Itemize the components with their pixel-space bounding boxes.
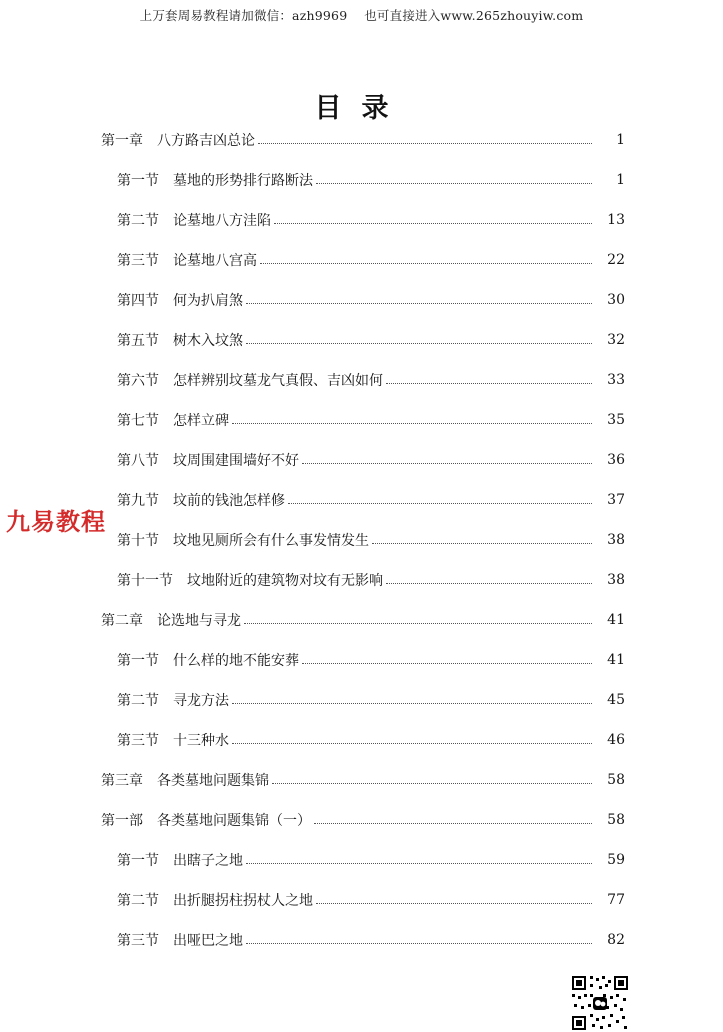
toc-page-number: 33 [607, 372, 625, 388]
toc-entry-label: 第二节 出折腿拐柱拐杖人之地 [117, 893, 313, 909]
toc-page-number: 77 [607, 892, 625, 908]
toc-page-number: 38 [607, 532, 625, 548]
toc-chapter-entry [0, 800, 723, 840]
toc-entry-label: 第六节 怎样辨别坟墓龙气真假、吉凶如何 [117, 373, 383, 389]
dot-leader [246, 943, 592, 944]
dot-leader [372, 543, 592, 544]
toc-section-entry [0, 400, 723, 440]
dot-leader [232, 743, 592, 744]
toc-section-entry [0, 840, 723, 880]
toc-page-number: 13 [607, 212, 625, 228]
toc-section-entry [0, 880, 723, 920]
dot-leader [316, 183, 592, 184]
toc-entry-label: 第八节 坟周围建围墙好不好 [117, 453, 299, 469]
dot-leader [386, 383, 592, 384]
table-of-contents [0, 120, 723, 960]
qr-code-icon [570, 974, 630, 1032]
toc-entry-label: 第二节 寻龙方法 [117, 693, 229, 709]
toc-entry-label: 第五节 树木入坟煞 [117, 333, 243, 349]
toc-entry-label: 第三章 各类墓地问题集锦 [101, 773, 269, 789]
toc-section-entry [0, 720, 723, 760]
toc-entry-label: 第三节 论墓地八宫高 [117, 253, 257, 269]
toc-entry-label: 第一章 八方路吉凶总论 [101, 133, 255, 149]
toc-section-entry [0, 320, 723, 360]
toc-page-number: 59 [607, 852, 625, 868]
dot-leader [246, 303, 592, 304]
toc-entry-label: 第一节 墓地的形势排行路断法 [117, 173, 313, 189]
toc-page-number: 38 [607, 572, 625, 588]
toc-page-number: 58 [607, 812, 625, 828]
toc-page-number: 45 [607, 692, 625, 708]
dot-leader [386, 583, 592, 584]
toc-section-entry [0, 280, 723, 320]
toc-page-number: 37 [607, 492, 625, 508]
toc-entry-label: 第三节 出哑巴之地 [117, 933, 243, 949]
dot-leader [316, 903, 592, 904]
toc-page-number: 1 [616, 132, 625, 148]
toc-page-number: 36 [607, 452, 625, 468]
toc-chapter-entry [0, 760, 723, 800]
toc-section-entry [0, 440, 723, 480]
dot-leader [274, 223, 592, 224]
dot-leader [232, 703, 592, 704]
toc-section-entry [0, 640, 723, 680]
toc-section-entry [0, 200, 723, 240]
toc-entry-label: 第七节 怎样立碑 [117, 413, 229, 429]
toc-entry-label: 第四节 何为扒肩煞 [117, 293, 243, 309]
toc-section-entry [0, 480, 723, 520]
dot-leader [246, 863, 592, 864]
toc-section-entry [0, 560, 723, 600]
dot-leader [232, 423, 592, 424]
toc-page-number: 35 [607, 412, 625, 428]
dot-leader [302, 663, 592, 664]
toc-section-entry [0, 520, 723, 560]
page-title: 目录 [314, 93, 409, 124]
toc-entry-label: 第一部 各类墓地问题集锦（一） [101, 813, 311, 829]
toc-entry-label: 第九节 坟前的钱池怎样修 [117, 493, 285, 509]
dot-leader [260, 263, 592, 264]
dot-leader [302, 463, 592, 464]
dot-leader [288, 503, 592, 504]
dot-leader [272, 783, 592, 784]
toc-section-entry [0, 360, 723, 400]
toc-section-entry [0, 240, 723, 280]
toc-entry-label: 第一节 什么样的地不能安葬 [117, 653, 299, 669]
toc-entry-label: 第二节 论墓地八方洼陷 [117, 213, 271, 229]
toc-entry-label: 第十一节 坟地附近的建筑物对坟有无影响 [117, 573, 383, 589]
toc-page-number: 22 [607, 252, 625, 268]
toc-entry-label: 第十节 坟地见厕所会有什么事发情发生 [117, 533, 369, 549]
dot-leader [246, 343, 592, 344]
toc-section-entry [0, 160, 723, 200]
toc-page-number: 30 [607, 292, 625, 308]
dot-leader [314, 823, 592, 824]
toc-page-number: 58 [607, 772, 625, 788]
toc-chapter-entry [0, 120, 723, 160]
dot-leader [258, 143, 592, 144]
toc-page-number: 1 [616, 172, 625, 188]
header-note: 上万套周易教程请加微信：azh9969 也可直接进入www.265zhouyiw.com [139, 8, 584, 23]
toc-page-number: 82 [607, 932, 625, 948]
toc-page-number: 46 [607, 732, 625, 748]
toc-chapter-entry [0, 600, 723, 640]
toc-section-entry [0, 680, 723, 720]
watermark-logo: 九易教程 [6, 508, 106, 536]
toc-entry-label: 第一节 出瞎子之地 [117, 853, 243, 869]
toc-entry-label: 第三节 十三种水 [117, 733, 229, 749]
dot-leader [244, 623, 592, 624]
toc-page-number: 41 [607, 612, 625, 628]
toc-page-number: 41 [607, 652, 625, 668]
toc-entry-label: 第二章 论选地与寻龙 [101, 613, 241, 629]
toc-section-entry [0, 920, 723, 960]
toc-page-number: 32 [607, 332, 625, 348]
